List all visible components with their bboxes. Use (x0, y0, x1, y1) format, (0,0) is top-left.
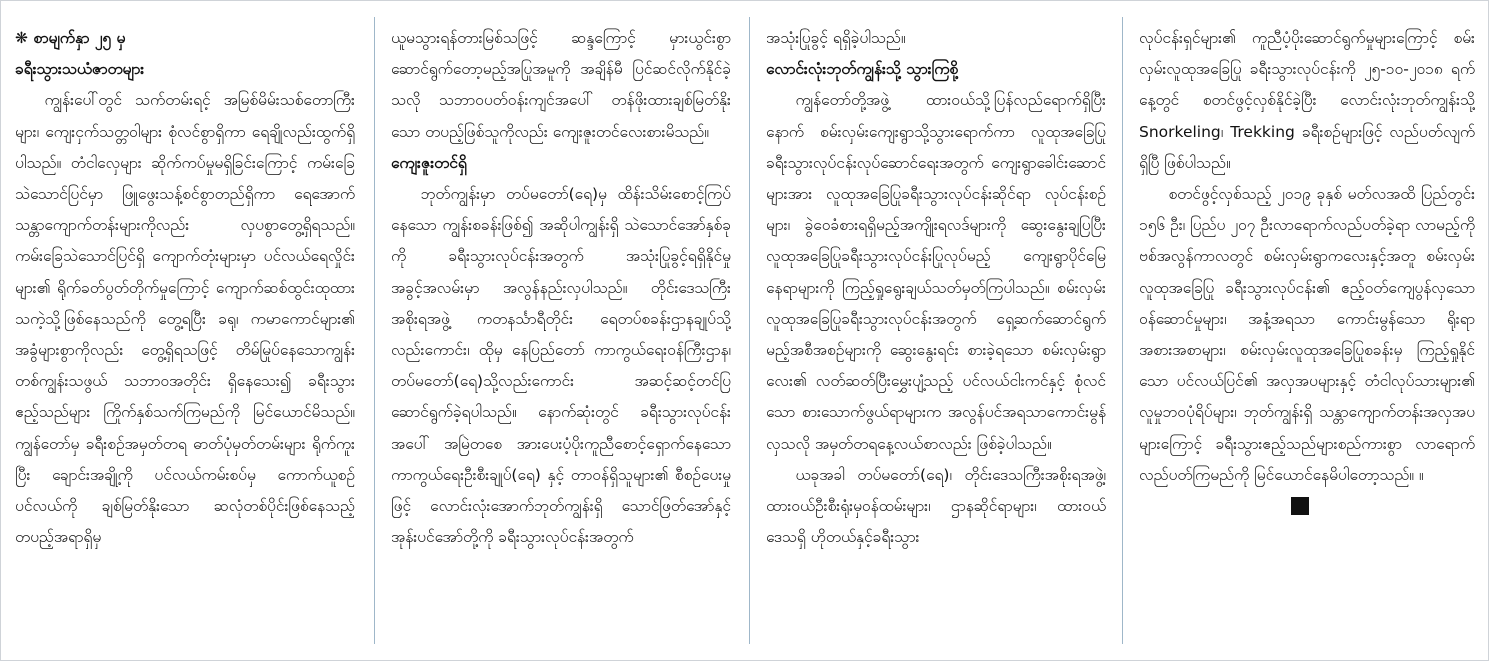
paragraph-continued: အသုံးပြုခွင့် ရရှိခဲ့ပါသည်။ (766, 29, 906, 47)
column-divider (1122, 17, 1123, 644)
section-heading: ခရီးသွားသယံဇာတများ (15, 60, 145, 79)
paragraph: စတင်ဖွင့်လှစ်သည့် ၂၀၁၉ ခုနှစ် မတ်လအထိ ပြည်တွင်း ၁၅၆ ဦး၊ ပြည်ပ ၂၀၇ ဦးလာရောက်လည်ပတ်ခဲ့ရာ လာမည့်ကိုဗစ်အလွန်ကာလတွင် စမ်းလှမ်းရွာကလေးနှင့်အတူ စမ်းလှမ်းလူထုအခြေပြု ခရီးသွားလုပ်ငန်း၏ ဧည့်ဝတ်ကျေပွန်လှသော ဝန်ဆောင်မှုများ၊ အနံ့အရသာ ကောင်းမွန်သော ရိုးရာအစားအစာများ၊ စမ်းလှမ်းလူထုအခြေပြုစခန်းမှ ကြည့်ရှုနိုင်သော ပင်လယ်ပြင်၏ အလှအပများနှင့် တံငါလုပ်သားများ၏ လူမှုဘဝပုံရိပ်များ၊ ဘုတ်ကျွန်းရှိ သန္တာကျောက်တန်းအလှအပများကြောင့် ခရီးသွားဧည့်သည်များစည်ကားစွာ လာရောက်လည်ပတ်ကြမည်ကို မြင်ယောင်နေမိပါတော့သည်။ ။ (1139, 185, 1475, 484)
column-divider (749, 17, 750, 644)
continued-from-heading: ❋ စာမျက်နှာ ၂၅ မှ (15, 29, 126, 47)
article-column-2 (391, 23, 731, 640)
paragraph: ကျွန်းပေါ်တွင် သက်တမ်းရင့် အမြစ်မိမ်းသစ်တောကြီးများ၊ ကျေးငှက်သတ္တဝါများ စုံလင်စွာရှိကာ ရေချိုလည်းထွက်ရှိပါသည်။ တံငါလှေများ ဆိုက်ကပ်မှုမရှိခြင်းကြောင့် ကမ်းခြေသဲသောင်ပြင်မှာ ဖြူဖွေးသန့်စင်စွာတည်ရှိကာ ရေအောက် သန္တာကျောက်တန်းများကိုလည်း လှပစွာတွေ့ရှိရသည်။ ကမ်းခြေသဲသောင်ပြင်ရှိ ကျောက်တုံးများမှာ ပင်လယ်ရေလှိုင်းများ၏ ရိုက်ခတ်ပွတ်တိုက်မှုကြောင့် ကျောက်ဆစ်ထွင်းထုထားသကဲ့သို့ဖြစ်နေသည်ကို တွေ့ရပြီး ခရု၊ ကမာကောင်များ၏ အခွံများစွာကိုလည်း တွေ့ရှိရသဖြင့် တိမ်မြုပ်နေသောကျွန်းတစ်ကျွန်းသဖွယ် သဘာဝအတိုင်း ရှိနေသေး၍ ခရီးသွားဧည့်သည်များ ကြိုက်နှစ်သက်ကြမည်ကို မြင်ယောင်မိသည်။ ကျွန်တော်မှ ခရီးစဉ်အမှတ်တရ ဓာတ်ပုံမှတ်တမ်းများ ရိုက်ကူးပြီး ချောင်းအချို့ကို ပင်လယ်ကမ်းစပ်မှ ကောက်ယူစဉ် ပင်လယ်ကို ချစ်မြတ်နိုးသော ဆလုံတစ်ပိုင်းဖြစ်နေသည့် တပည့်အရာရှိမှ (15, 91, 355, 547)
paragraph-continued: ယူမသွားရန်တားမြစ်သဖြင့် ဆန္ဒကြောင့် မှားယွင်းစွာ ဆောင်ရွက်တော့မည့်အပြုအမူကို အချိန်မီ ပြင်ဆင်လိုက်နိုင်ခဲ့သလို သဘာဝပတ်ဝန်းကျင်အပေါ် တန်ဖိုးထားချစ်မြတ်နိုးသော တပည့်ဖြစ်သူကိုလည်း ကျေးဇူးတင်လေးစားမိသည်။ (391, 29, 731, 141)
article-column-3 (766, 23, 1106, 640)
section-heading: ကျေးဇူးတင်ရှိ (391, 153, 467, 172)
paragraph: ကျွန်တော်တို့အဖွဲ့ ထားဝယ်သို့ပြန်လည်ရောက်ရှိပြီးနောက် စမ်းလှမ်းကျေးရွာသို့သွားရောက်ကာ လူထုအခြေပြုခရီးသွားလုပ်ငန်းလုပ်ဆောင်ရေးအတွက် ကျေးရွာခေါင်းဆောင်များအား လူထုအခြေပြုခရီးသွားလုပ်ငန်းဆိုင်ရာ လုပ်ငန်းစဉ်များ၊ ခွဲဝေခံစားရရှိမည့်အကျိုးရလဒ်များကို ဆွေးနွေးချပြပြီး လူထုအခြေပြုခရီးသွားလုပ်ငန်းပြုလုပ်မည့် ကျေးရွာပိုင်မြေနေရာများကို ကြည့်ရှုရွေးချယ်သတ်မှတ်ကြပါသည်။ စမ်းလှမ်းလူထုအခြေပြုခရီးသွားလုပ်ငန်းအတွက် ရှေ့ဆက်ဆောင်ရွက်မည့်အစီအစဉ်များကို ဆွေးနွေးရင်း စားခဲ့ရသော စမ်းလှမ်းရွာလေး၏ လတ်ဆတ်ပြီးမွှေးပျံ့သည့် ပင်လယ်ငါးကင်နှင့် စုံလင်သော စားသောက်ဖွယ်ရာများက အလွန်ပင်အရသာကောင်းမွန်လှသလို အမှတ်တရနေ့လယ်စာလည်း ဖြစ်ခဲ့ပါသည်။ (766, 91, 1106, 453)
column-divider (374, 17, 375, 644)
paragraph: ဘုတ်ကျွန်းမှာ တပ်မတော်(ရေ)မှ ထိန်းသိမ်းစောင့်ကြပ်နေသော ကျွန်းစခန်းဖြစ်၍ အဆိုပါကျွန်းရှိ သဲသောင်အော်နှစ်ခုကို ခရီးသွားလုပ်ငန်းအတွက် အသုံးပြုခွင့်ရရှိနိုင်မှု အခွင့်အလမ်းမှာ အလွန်နည်းလှပါသည်။ တိုင်းဒေသကြီးအစိုးရအဖွဲ့ ကတနင်္သာရီတိုင်း ရေတပ်စခန်းဌာနချုပ်သို့ လည်းကောင်း၊ ထိုမှ နေပြည်တော် ကာကွယ်ရေးဝန်ကြီးဌာန၊ တပ်မတော်(ရေ)သို့လည်းကောင်း အဆင့်ဆင့်တင်ပြ ဆောင်ရွက်ခဲ့ရပါသည်။ နောက်ဆုံးတွင် ခရီးသွားလုပ်ငန်းအပေါ် အမြဲတစေ အားပေးပံ့ပိုးကူညီစောင့်ရှောက်နေသောကာကွယ်ရေးဦးစီးချုပ်(ရေ) နှင့် တာဝန်ရှိသူများ၏ စီစဉ်ပေးမှုဖြင့် လောင်းလုံးအောက်ဘုတ်ကျွန်းရှိ သောင်ဖြတ်အော်နှင့် အုန်းပင်အော်တို့ကို ခရီးသွားလုပ်ငန်းအတွက် (391, 185, 731, 547)
paragraph-continued: လုပ်ငန်းရှင်များ၏ ကူညီပံ့ပိုးဆောင်ရွက်မှုများကြောင့် စမ်းလှမ်းလူထုအခြေပြု ခရီးသွားလုပ်ငန်းကို ၂၅-၁၀-၂၀၁၈ ရက်နေ့တွင် စတင်ဖွင့်လှစ်နိုင်ခဲ့ပြီး လောင်းလုံးဘုတ်ကျွန်းသို့ Snorkeling၊ Trekking ခရီးစဉ်များဖြင့် လည်ပတ်လျက်ရှိပြီ ဖြစ်ပါသည်။ (1139, 29, 1475, 172)
paragraph: ယခုအခါ တပ်မတော်(ရေ)၊ တိုင်းဒေသကြီးအစိုးရအဖွဲ့၊ ထားဝယ်ဦးစီးရုံးမှဝန်ထမ်းများ၊ ဌာနဆိုင်ရာများ၊ ထားဝယ်ဒေသရှိ ဟိုတယ်နှင့်ခရီးသွား (766, 465, 1106, 547)
article-end-square-icon (1291, 497, 1309, 515)
section-heading: လောင်းလုံးဘုတ်ကျွန်းသို့ သွားကြစို့ (766, 60, 959, 79)
article-column-1 (15, 23, 355, 640)
article-column-4 (1139, 23, 1475, 640)
